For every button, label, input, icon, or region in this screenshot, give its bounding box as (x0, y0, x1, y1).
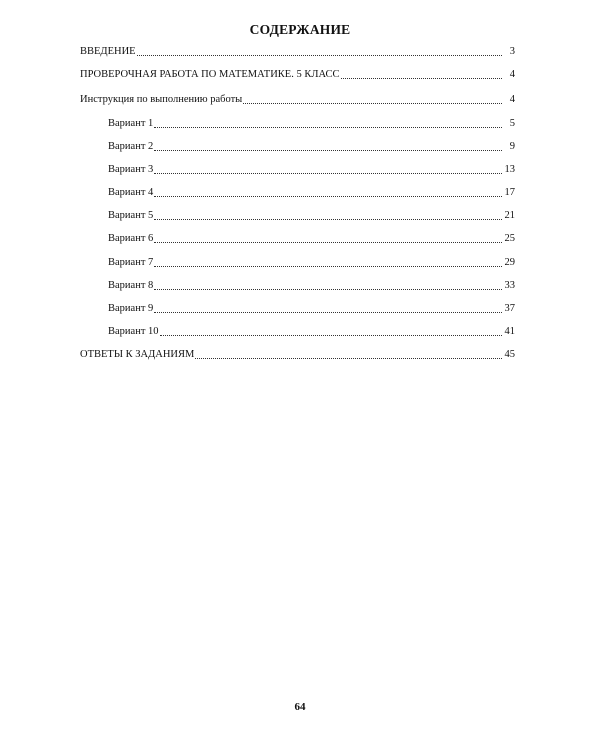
toc-entry-page: 25 (504, 233, 515, 244)
toc-entry-variant-6 (108, 229, 515, 245)
toc-entry-page: 5 (509, 118, 515, 129)
toc-entry-introduction (80, 42, 515, 58)
toc-entry-page: 41 (504, 326, 515, 337)
toc-entry-answers (80, 345, 515, 361)
toc-entry-page: 21 (504, 210, 515, 221)
toc-entry-page: 37 (504, 303, 515, 314)
toc-entry-label: ПРОВЕРОЧНАЯ РАБОТА ПО МАТЕМАТИКЕ. 5 КЛАСС (80, 69, 340, 80)
toc-entry-page: 9 (509, 141, 515, 152)
toc-entry-variant-2 (108, 137, 515, 153)
toc-entry-variant-9 (108, 299, 515, 315)
toc-entry-label: Вариант 9 (108, 303, 154, 314)
page-title: СОДЕРЖАНИЕ (249, 22, 351, 37)
toc-entry-label: Вариант 5 (108, 210, 154, 221)
dot-leader (154, 150, 502, 151)
dot-leader (154, 312, 502, 313)
toc-entry-label: Вариант 10 (108, 326, 159, 337)
dot-leader (243, 103, 502, 104)
dot-leader (154, 289, 502, 290)
dot-leader (195, 358, 502, 359)
dot-leader (154, 219, 502, 220)
toc-entry-variant-3 (108, 160, 515, 176)
dot-leader (341, 78, 502, 79)
toc-entry-label: ОТВЕТЫ К ЗАДАНИЯМ (80, 349, 195, 360)
dot-leader (160, 335, 502, 336)
toc-entry-page: 3 (509, 46, 515, 57)
toc-entry-label: Вариант 4 (108, 187, 154, 198)
toc-entry-variant-1 (108, 114, 515, 130)
dot-leader (154, 173, 502, 174)
toc-entry-label: Вариант 3 (108, 164, 154, 175)
toc-entry-label: Вариант 6 (108, 233, 154, 244)
toc-entry-variant-8 (108, 276, 515, 292)
toc-entry-label: Вариант 2 (108, 141, 154, 152)
toc-entry-instructions (80, 90, 515, 106)
dot-leader (154, 127, 502, 128)
toc-entry-variant-10 (108, 322, 515, 338)
toc-entry-page: 4 (509, 94, 515, 105)
toc-entry-page: 29 (504, 257, 515, 268)
dot-leader (154, 266, 502, 267)
toc-entry-test-math-grade-5 (80, 65, 515, 81)
toc-entry-page: 33 (504, 280, 515, 291)
toc-entry-variant-5 (108, 206, 515, 222)
toc-entry-page: 45 (504, 349, 515, 360)
toc-entry-label: Вариант 7 (108, 257, 154, 268)
page-number: 64 (294, 701, 306, 713)
toc-entry-variant-7 (108, 253, 515, 269)
dot-leader (154, 196, 502, 197)
toc-entry-label: ВВЕДЕНИЕ (80, 46, 136, 57)
dot-leader (137, 55, 502, 56)
toc-entry-page: 4 (509, 69, 515, 80)
toc-entry-label: Вариант 1 (108, 118, 154, 129)
toc-entry-label: Инструкция по выполнению работы (80, 94, 243, 105)
toc-entry-page: 17 (504, 187, 515, 198)
toc-entry-page: 13 (504, 164, 515, 175)
toc-entry-label: Вариант 8 (108, 280, 154, 291)
dot-leader (154, 242, 502, 243)
toc-entry-variant-4 (108, 183, 515, 199)
